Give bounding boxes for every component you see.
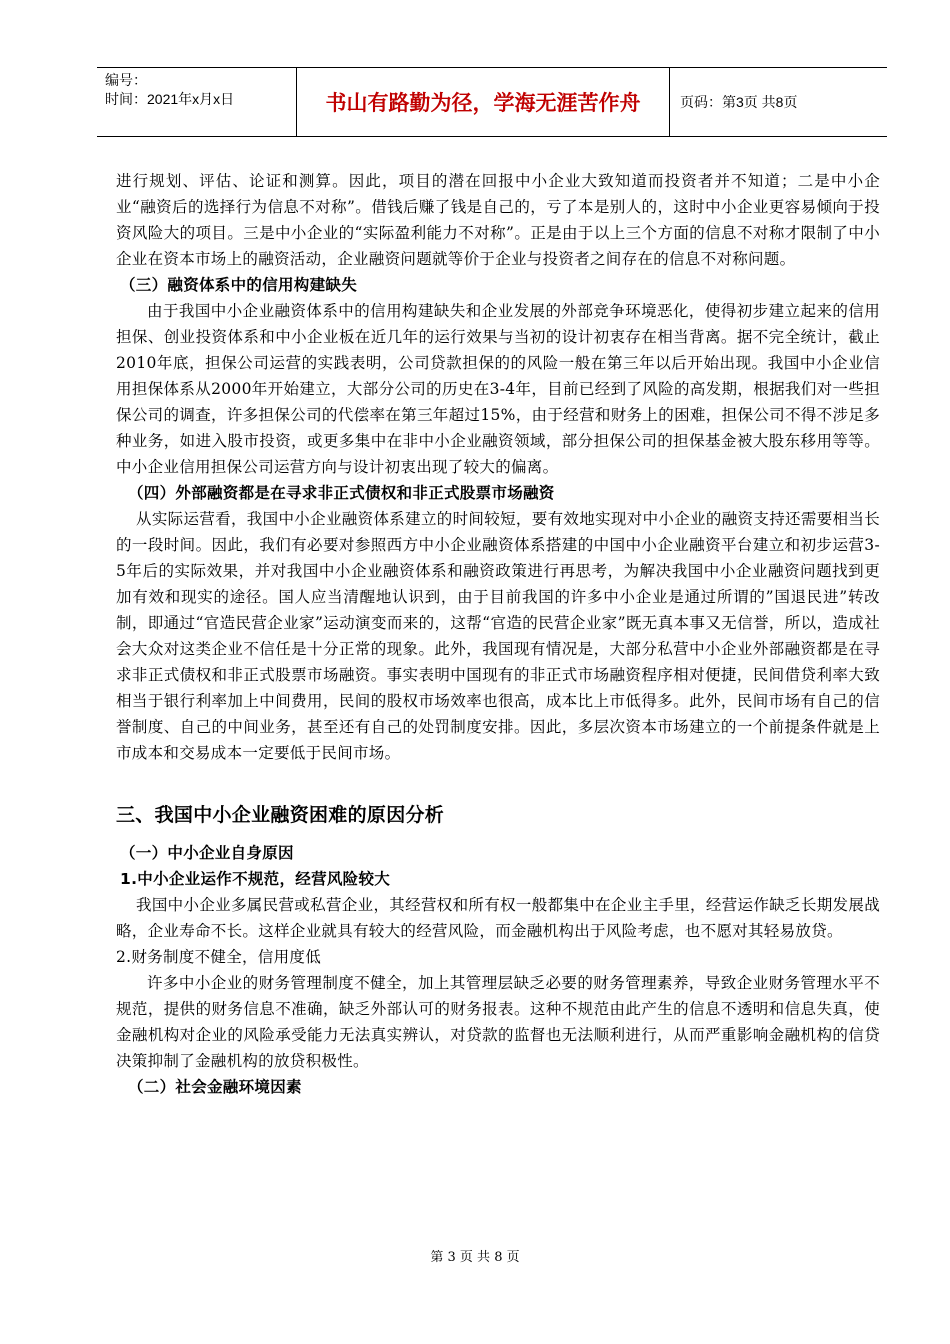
subsection-heading: （二）社会金融环境因素 [128, 1078, 302, 1096]
section-heading: （四）外部融资都是在寻求非正式债权和非正式股票市场融资 [128, 484, 555, 502]
body-paragraph: 从实际运营看，我国中小企业融资体系建立的时间较短，要有效地实现对中小企业的融资支持还需要相当长的一段时间。因此，我们有必要对参照西方中小企业融资体系搭建的中国中小企业融资平台建立和初步运营3-5年后的实际效果，并对我国中小企业融资体系和融资政策进行再思考，为解决我国中小企业融资问题找到更加有效和现实的途径。国人应当清醒地认识到，由于目前我国的许多中小企业是通过所谓的”国退民进”转改制，即通过“官造民营企业家”运动演变而来的，这帮“官造的民营企业家”既无真本事又无信誉，所以，造成社会大众对这类企业不信任是十分正常的现象。此外，我国现有情况是，大部分私营中小企业外部融资都是在寻求非正式债权和非正式股票市场融资。事实表明中国现有的非正式市场融资程序相对便捷，民间借贷利率大致相当于银行利率加上中间费用，民间的股权市场效率也很高，成本比上市低得多。此外，民间市场有自己的信誉制度、自己的中间业务，甚至还有自己的处罚制度安排。因此，多层次资本市场建立的一个前提条件就是上市成本和交易成本一定要低于民间市场。 [116, 510, 880, 762]
document-time-label: 时间：2021年x月x日 [105, 91, 235, 107]
body-paragraph: 由于我国中小企业融资体系中的信用构建缺失和企业发展的外部竞争环境恶化，使得初步建立起来的信用担保、创业投资体系和中小企业板在近几年的运行效果与当初的设计初衷存在相当背离。据不完全统计，截止2010年底，担保公司运营的实践表明，公司贷款担保的的风险一般在第三年以后开始出现。我国中小企业信用担保体系从2000年开始建立，大部分公司的历史在3-4年，目前已经到了风险的高发期，根据我们对一些担保公司的调查，许多担保公司的代偿率在第三年超过15%，由于经营和财务上的困难，担保公司不得不涉足多种业务，如进入股市投资，或更多集中在非中小企业融资领域，部分担保公司的担保基金被大股东移用等等。中小企业信用担保公司运营方向与设计初衷出现了较大的偏离。 [116, 302, 880, 476]
page-footer: 第 3 页 共 8 页 [430, 1250, 520, 1265]
subsection-heading: 2.财务制度不健全，信用度低 [116, 948, 321, 966]
document-number-label: 编号： [105, 72, 147, 88]
document-body [116, 168, 880, 1100]
header-meta [97, 68, 297, 136]
chapter-heading: 三、我国中小企业融资困难的原因分析 [116, 804, 445, 826]
page-header [97, 67, 887, 137]
body-paragraph: 我国中小企业多属民营或私营企业，其经营权和所有权一般都集中在企业主手里，经营运作缺乏长期发展战略，企业寿命不长。这样企业就具有较大的经营风险，而金融机构出于风险考虑，也不愿对其轻易放贷。 [116, 896, 880, 940]
section-heading: （三）融资体系中的信用构建缺失 [120, 276, 358, 294]
header-motto: 书山有路勤为径，学海无涯苦作舟 [297, 68, 670, 136]
subsection-heading: 1.中小企业运作不规范，经营风险较大 [120, 870, 391, 888]
header-page-label: 页码：第3页 共8页 [680, 94, 798, 110]
body-paragraph: 进行规划、评估、论证和测算。因此，项目的潜在回报中小企业大致知道而投资者并不知道；二是中小企业“融资后的选择行为信息不对称”。借钱后赚了钱是自己的，亏了本是别人的，这时中小企业更容易倾向于投资风险大的项目。三是中小企业的“实际盈利能力不对称”。正是由于以上三个方面的信息不对称才限制了中小企业在资本市场上的融资活动，企业融资问题就等价于企业与投资者之间存在的信息不对称问题。 [116, 172, 880, 268]
subsection-heading: （一）中小企业自身原因 [120, 844, 294, 862]
body-paragraph: 许多中小企业的财务管理制度不健全，加上其管理层缺乏必要的财务管理素养，导致企业财务管理水平不规范，提供的财务信息不准确，缺乏外部认可的财务报表。这种不规范由此产生的信息不透明和信息失真，使金融机构对企业的风险承受能力无法真实辨认，对贷款的监督也无法顺利进行，从而严重影响金融机构的信贷决策抑制了金融机构的放贷积极性。 [116, 974, 880, 1070]
